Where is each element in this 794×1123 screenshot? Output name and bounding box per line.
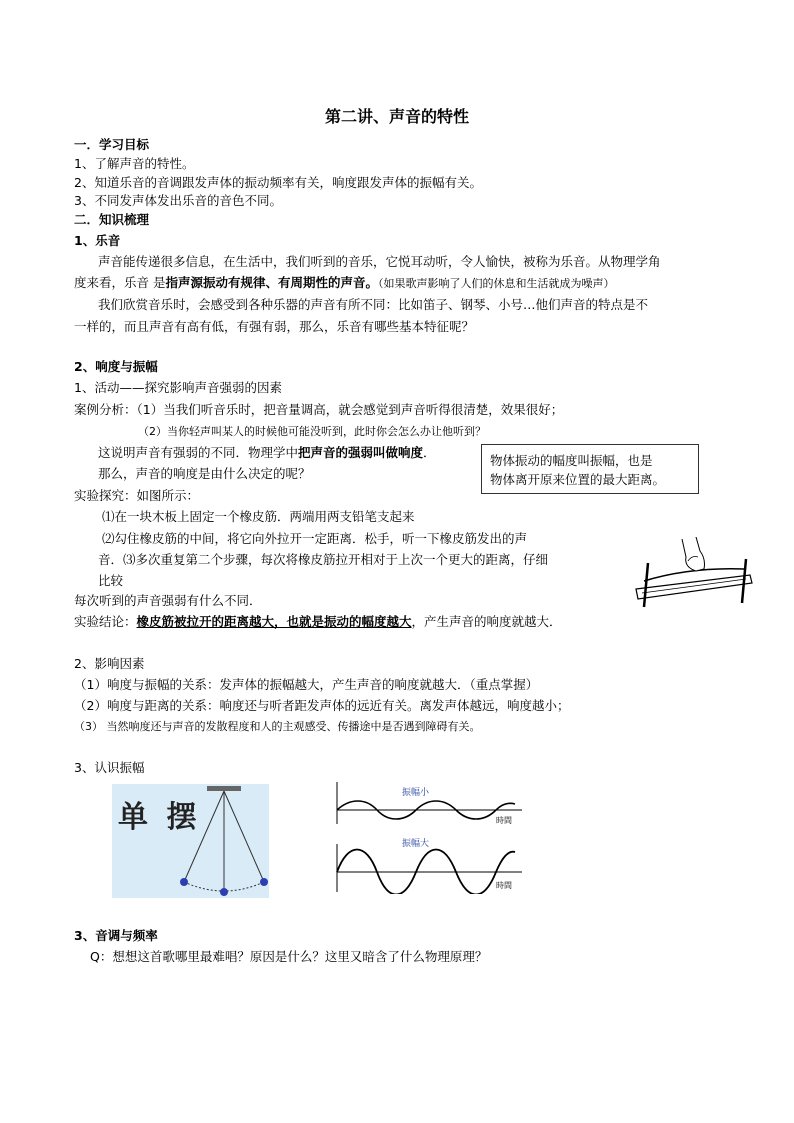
conclusion-line: 实验结论：橡皮筋被拉开的距离越大，也就是振动的幅度越大，产生声音的响度就越大． [74, 614, 562, 629]
heading-music: 1、乐音 [74, 233, 121, 248]
box-line: 物体离开原来位置的最大距离。 [490, 472, 666, 487]
heading-pitch: 3、音调与频率 [74, 928, 158, 943]
step-line: ⑵勾住橡皮筋的中间，将它向外拉开一定距离．松手，听一下橡皮筋发出的声 [102, 531, 528, 546]
factor-line: （2）响度与距离的关系：响度还与听者距发声体的远近有关。离发声体越远，响度越小； [74, 698, 570, 713]
rubber-band-illustration [630, 537, 756, 611]
step-line: 每次听到的声音强弱有什么不同． [74, 593, 262, 608]
heading-loudness: 2、响度与振幅 [74, 359, 158, 374]
paragraph: 我们欣赏音乐时，会感受到各种乐器的声音有所不同：比如笛子、钢琴、小号…他们声音的特点是不 [98, 297, 649, 312]
paragraph: 一样的，而且声音有高有低，有强有弱，那么，乐音有哪些基本特征呢？ [74, 319, 475, 334]
activity-line: 1、活动——探究影响声音强弱的因素 [74, 380, 282, 395]
pendulum-bob [260, 878, 268, 886]
wave-big-label: 振幅大 [402, 839, 430, 849]
paragraph: 这说明声音有强弱的不同．物理学中把声音的强弱叫做响度． [98, 445, 436, 460]
goal-item: 1、了解声音的特性。 [74, 156, 195, 171]
definition-box [481, 444, 699, 494]
time-label: 時間 [496, 881, 512, 890]
page-title: 第二讲、声音的特性 [324, 107, 469, 126]
case-line: 案例分析：（1）当我们听音乐时，把音量调高，就会感觉到声音听得很清楚，效果很好； [74, 402, 564, 417]
paragraph: 声音能传递很多信息，在生活中，我们听到的音乐，它悦耳动听，令人愉快，被称为乐音。从物理学角 [98, 254, 661, 269]
factor-line: （3） 当然响度还与声音的发散程度和人的主观感受、传播途中是否遇到障碍有关。 [74, 720, 481, 733]
pendulum-bob [220, 888, 228, 896]
section-heading-knowledge: 二．知识梳理 [74, 212, 150, 227]
goal-item: 2、知道乐音的音调跟发声体的振动频率有关，响度跟发声体的振幅有关。 [74, 175, 482, 190]
heading-amplitude: 3、认识振幅 [74, 760, 145, 775]
question-line: Q：想想这首歌哪里最难唱？原因是什么？这里又暗含了什么物理原理？ [90, 949, 488, 964]
goal-item: 3、不同发声体发出乐音的音色不同。 [74, 193, 282, 208]
wave-small-label: 振幅小 [402, 788, 430, 798]
experiment-heading: 实验探究：如图所示： [74, 488, 200, 503]
amplitude-waves-figure [330, 782, 530, 894]
case-line: （2）当你轻声叫某人的时候他可能没听到，此时你会怎么办让他听到？ [138, 425, 486, 438]
step-line: 音．⑶多次重复第二个步骤，每次将橡皮筋拉开相对于上次一个更大的距离，仔细 [98, 552, 549, 567]
pendulum-bob [180, 878, 188, 886]
paragraph: 那么，声音的响度是由什么决定的呢？ [98, 466, 311, 481]
box-line: 物体振动的幅度叫振幅，也是 [490, 453, 653, 468]
section-heading-goals: 一．学习目标 [74, 137, 150, 152]
time-label: 時間 [496, 816, 512, 825]
step-line: 比较 [98, 573, 124, 588]
pendulum-label: 单 摆 [118, 800, 201, 835]
factor-line: （1）响度与振幅的关系：发声体的振幅越大，产生声音的响度就越大．（重点掌握） [74, 677, 539, 692]
heading-factors: 2、影响因素 [74, 656, 145, 671]
paragraph: 度来看，乐音 是指声源振动有规律、有周期性的声音。（如果歌声影响了人们的休息和生活就成为噪声） [74, 275, 615, 290]
pendulum-figure [112, 784, 269, 898]
step-line: ⑴在一块木板上固定一个橡皮筋．两端用两支铅笔支起来 [102, 509, 415, 524]
